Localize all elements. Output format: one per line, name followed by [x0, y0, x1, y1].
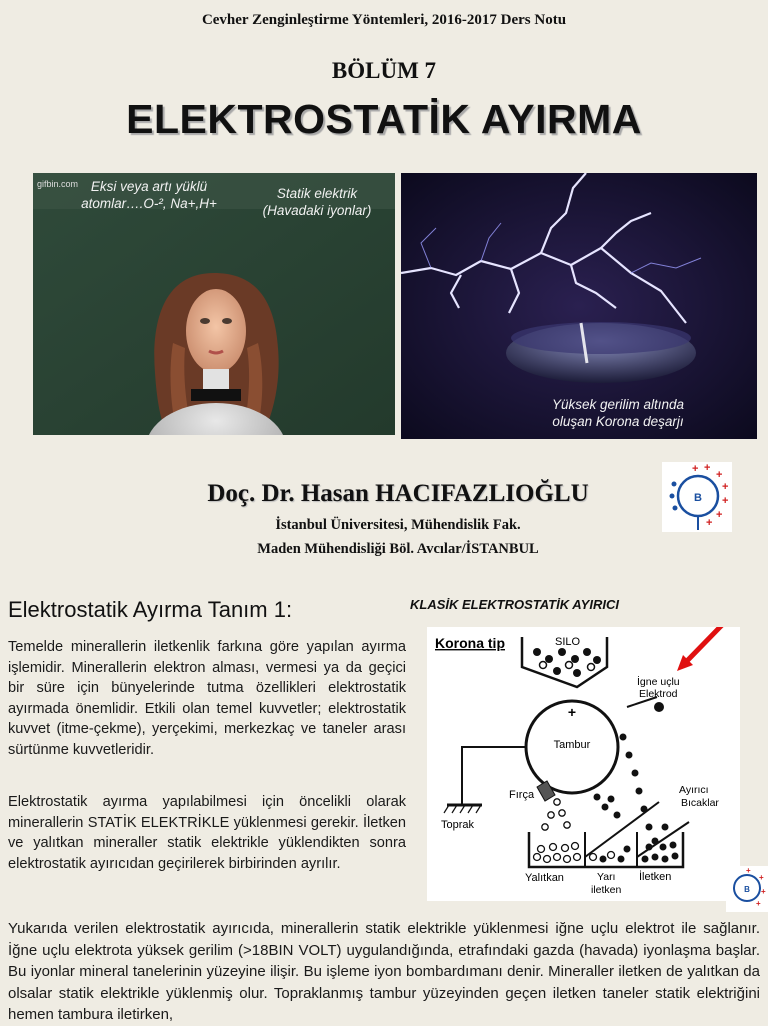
diagram-title: KLASİK ELEKTROSTATİK AYIRICI — [410, 597, 619, 612]
corona-caption — [533, 396, 703, 430]
author-name: Doç. Dr. Hasan HACIFAZLIOĞLU — [207, 480, 589, 507]
ion-caption-line2: atomlar….O-², Na+,H+ — [81, 196, 217, 211]
bottom-paragraph — [8, 918, 760, 1026]
small-logo-letter: B — [744, 885, 750, 894]
bottom-text: Yukarıda verilen elektrostatik ayırıcıda, minerallerin statik elektrikle yüklenmesi iğne uçlu elektrot ile sağlanır. İğne uçlu elektrota yüksek gerilim (>18BIN VOLT) uygulandığında, etrafındaki gazda (havada) iyonlaşma başlar. Bu iyonlar mineral tanelerinin yüzeyine ilişir. Bu işleme iyon bombardımanı denir. Mineraller iletken de yalıtkan da olsalar statik elektrikle yüklenmiş olur. Topraklanmış tambur yüzeyinden geçen iletken taneler statik elektriğini hemen tambura iletirken, — [8, 920, 760, 1023]
middling-label-line2: iletken — [591, 884, 622, 896]
mannequin-photo — [33, 173, 395, 435]
ground-label: Toprak — [441, 819, 475, 831]
svg-text:+: + — [759, 873, 764, 882]
paragraph-2: Elektrostatik ayırma yapılabilmesi için öncelikli olarak minerallerin STATİK ELEKTRİKLE yüklenmesi gerekir. İletken ve yalıtkan mineraller statik elektrikle yüklendikten sonra elektrostatik ayırıcıdan geçirilerek birbirinden ayrılır. — [8, 794, 406, 872]
watermark: gifbin.com — [37, 179, 79, 189]
corona-caption-line1: Yüksek gerilim altında — [551, 397, 685, 412]
static-caption-line1: Statik elektrik — [276, 186, 358, 201]
author-university: İstanbul Üniversitesi, Mühendislik Fak. — [275, 517, 521, 533]
ion-caption — [69, 178, 229, 212]
small-charged-logo — [726, 866, 768, 912]
svg-text:+: + — [704, 462, 711, 474]
korona-tip-label: Korona tip — [435, 635, 505, 651]
electrode-label-line1: İgne uçlu — [637, 676, 680, 688]
course-note: Cevher Zenginleştirme Yöntemleri, 2016-2017 Ders Notu — [201, 12, 567, 28]
static-caption-line2: (Havadaki iyonlar) — [262, 203, 372, 218]
svg-text:+: + — [756, 899, 761, 908]
charging-paragraph — [8, 792, 406, 874]
page-title: ELEKTROSTATİK AYIRMA — [126, 96, 642, 142]
drum-plus: + — [567, 704, 577, 720]
svg-text:+: + — [716, 509, 723, 521]
paragraph-1: Temelde minerallerin iletkenlik farkına göre yapılan ayırma işlemidir. Minerallerin elektron alması, vermesi ya da geçici bir süre için bünyelerinde tutma özellikleri elektrostatik ayırmada önemlidir. Etkili olan temel kuvvetler; elektrostatik kuvvet (itme-çekme), yerçekimi, merkezkaç ve taneler arası sürtünme kuvvetleridir. — [8, 639, 406, 758]
svg-text:+: + — [692, 463, 699, 475]
splitter-label-line2: Bıcaklar — [681, 797, 719, 809]
middling-label-line1: Yarı — [597, 871, 616, 883]
svg-text:+: + — [761, 887, 766, 896]
chapter-label: BÖLÜM 7 — [331, 58, 437, 83]
brush-label: Fırça — [509, 789, 535, 801]
corona-discharge-photo — [401, 173, 757, 439]
charged-particle-logo — [662, 462, 732, 532]
logo-letter: B — [694, 492, 702, 504]
corona-caption-line2: oluşan Korona deşarjı — [552, 414, 684, 429]
splitter-label-line1: Ayırıcı — [679, 784, 709, 796]
drum-label: Tambur — [553, 739, 591, 751]
svg-text:+: + — [706, 517, 713, 529]
author-department: Maden Mühendisliği Böl. Avcılar/İSTANBUL — [257, 541, 539, 557]
definition-paragraph — [8, 637, 406, 760]
ion-caption-line1: Eksi veya artı yüklü — [90, 179, 208, 194]
svg-text:+: + — [716, 469, 723, 481]
static-caption — [247, 185, 387, 219]
silo-label: SILO — [555, 636, 581, 648]
svg-text:+: + — [722, 495, 729, 507]
svg-text:+: + — [746, 866, 751, 875]
insulator-label: Yalıtkan — [525, 872, 564, 884]
svg-text:+: + — [722, 481, 729, 493]
electrode-label-line2: Elektrod — [639, 688, 678, 700]
conductor-label: İletken — [639, 871, 672, 883]
separator-diagram — [427, 627, 740, 901]
section-title: Elektrostatik Ayırma Tanım 1: — [8, 597, 293, 622]
